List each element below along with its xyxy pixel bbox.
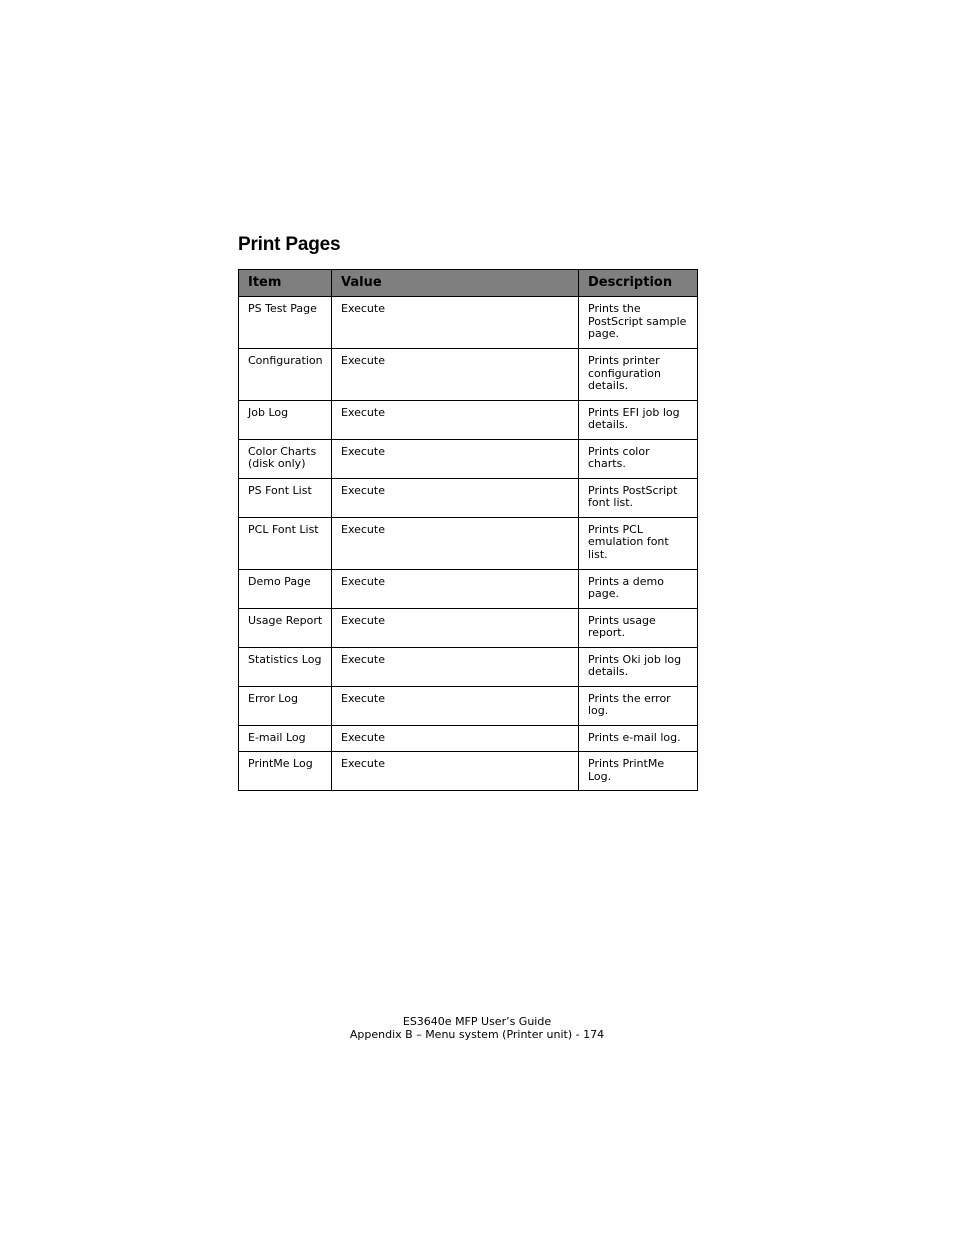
header-value: Value <box>332 270 579 297</box>
cell-item: Error Log <box>239 686 332 725</box>
cell-item: PS Test Page <box>239 297 332 349</box>
cell-description: Prints the PostScript sample page. <box>579 297 698 349</box>
cell-value: Execute <box>332 439 579 478</box>
cell-description: Prints PCL emulation font list. <box>579 517 698 569</box>
cell-item: PrintMe Log <box>239 752 332 791</box>
cell-value: Execute <box>332 400 579 439</box>
cell-item: Statistics Log <box>239 647 332 686</box>
header-item: Item <box>239 270 332 297</box>
cell-value: Execute <box>332 686 579 725</box>
cell-description: Prints the error log. <box>579 686 698 725</box>
cell-value: Execute <box>332 478 579 517</box>
cell-value: Execute <box>332 647 579 686</box>
table-row <box>239 517 698 569</box>
table-row <box>239 647 698 686</box>
cell-value: Execute <box>332 725 579 752</box>
table-row <box>239 725 698 752</box>
cell-value: Execute <box>332 569 579 608</box>
cell-item: Usage Report <box>239 608 332 647</box>
cell-item: PS Font List <box>239 478 332 517</box>
table-row <box>239 752 698 791</box>
cell-description: Prints e-mail log. <box>579 725 698 752</box>
footer-page-reference: Appendix B – Menu system (Printer unit) - 174 <box>349 1028 605 1041</box>
footer-guide-title: ES3640e MFP User’s Guide <box>402 1015 552 1028</box>
table-row <box>239 297 698 349</box>
header-description: Description <box>579 270 698 297</box>
table-row <box>239 686 698 725</box>
cell-item: E-mail Log <box>239 725 332 752</box>
table-row <box>239 400 698 439</box>
cell-value: Execute <box>332 349 579 401</box>
cell-item: Demo Page <box>239 569 332 608</box>
cell-description: Prints PostScript font list. <box>579 478 698 517</box>
page-title: Print Pages <box>238 234 341 255</box>
cell-item: Job Log <box>239 400 332 439</box>
cell-description: Prints PrintMe Log. <box>579 752 698 791</box>
cell-value: Execute <box>332 608 579 647</box>
cell-item: PCL Font List <box>239 517 332 569</box>
table-row <box>239 439 698 478</box>
table-header-row <box>239 270 698 297</box>
cell-description: Prints a demo page. <box>579 569 698 608</box>
cell-description: Prints EFI job log details. <box>579 400 698 439</box>
cell-description: Prints printer configuration details. <box>579 349 698 401</box>
cell-description: Prints color charts. <box>579 439 698 478</box>
cell-item: Configuration <box>239 349 332 401</box>
table-row <box>239 349 698 401</box>
cell-description: Prints Oki job log details. <box>579 647 698 686</box>
cell-item: Color Charts (disk only) <box>239 439 332 478</box>
cell-value: Execute <box>332 517 579 569</box>
table-row <box>239 608 698 647</box>
print-pages-table <box>238 269 698 791</box>
cell-value: Execute <box>332 752 579 791</box>
table-row <box>239 478 698 517</box>
cell-value: Execute <box>332 297 579 349</box>
cell-description: Prints usage report. <box>579 608 698 647</box>
table-row <box>239 569 698 608</box>
